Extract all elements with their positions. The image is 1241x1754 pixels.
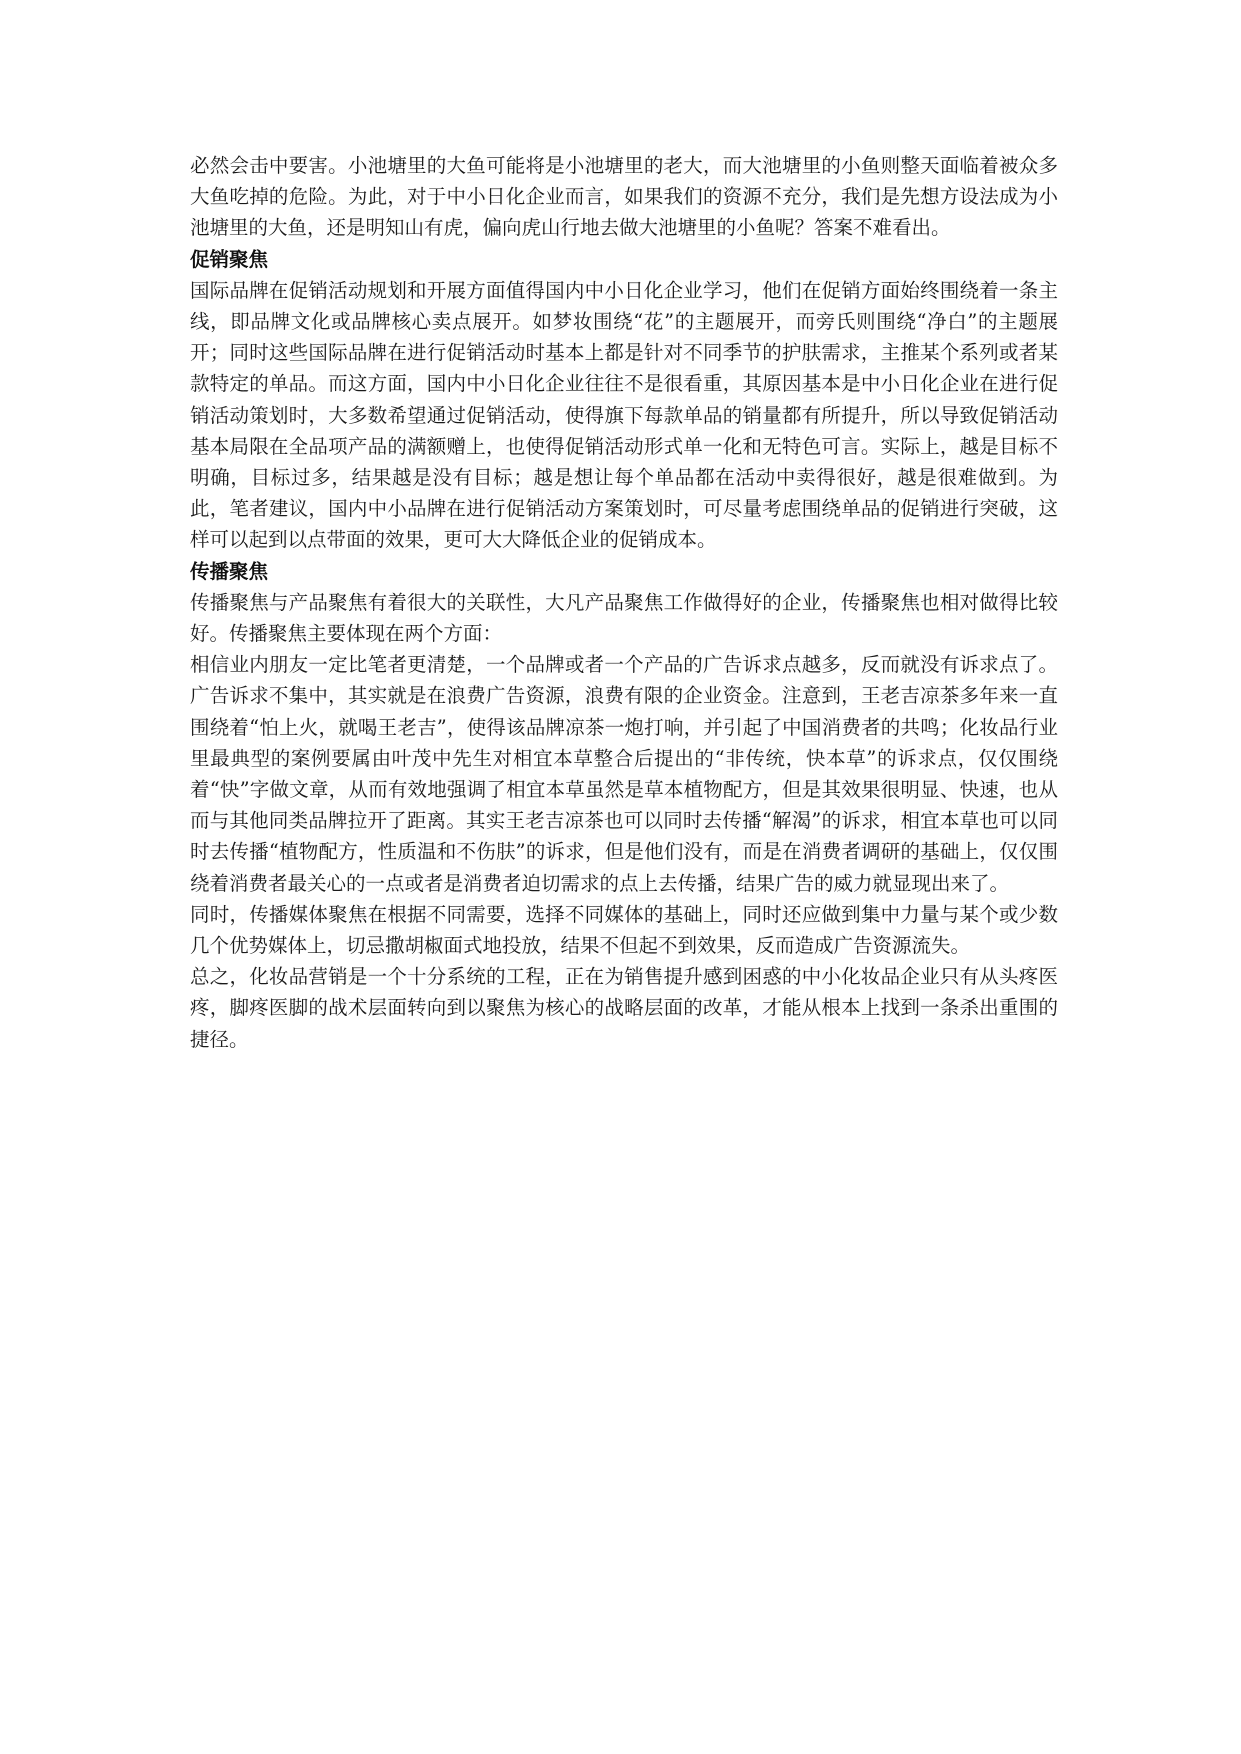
paragraph-conclusion: 总之，化妆品营销是一个十分系统的工程，正在为销售提升感到困惑的中小化妆品企业只有从头疼医疼，脚疼医脚的战术层面转向到以聚焦为核心的战略层面的改革，才能从根本上找到一条杀出重围的捷径。 bbox=[190, 965, 1058, 1051]
paragraph-promotion: 国际品牌在促销活动规划和开展方面值得国内中小日化企业学习，他们在促销方面始终围绕着一条主线，即品牌文化或品牌核心卖点展开。如梦妆围绕“花”的主题展开，而旁氏则围绕“净白”的主题展开；同时这些国际品牌在进行促销活动时基本上都是针对不同季节的护肤需求，主推某个系列或者某款特定的单品。而这方面，国内中小日化企业往往不是很看重，其原因基本是中小日化企业在进行促销活动策划时，大多数希望通过促销活动，使得旗下每款单品的销量都有所提升，所以导致促销活动基本局限在全品项产品的满额赠上，也使得促销活动形式单一化和无特色可言。实际上，越是目标不明确，目标过多，结果越是没有目标；越是想让每个单品都在活动中卖得很好，越是很难做到。为此，笔者建议，国内中小品牌在进行促销活动方案策划时，可尽量考虑围绕单品的促销进行突破，这样可以起到以点带面的效果，更可大大降低企业的促销成本。 bbox=[190, 278, 1058, 552]
document-page bbox=[190, 150, 1058, 1055]
paragraph-communication-3: 同时，传播媒体聚焦在根据不同需要，选择不同媒体的基础上，同时还应做到集中力量与某个或少数几个优势媒体上，切忌撒胡椒面式地投放，结果不但起不到效果，反而造成广告资源流失。 bbox=[190, 902, 1058, 958]
paragraph-communication-1: 传播聚焦与产品聚焦有着很大的关联性，大凡产品聚焦工作做得好的企业，传播聚焦也相对做得比较好。传播聚焦主要体现在两个方面： bbox=[190, 590, 1058, 646]
paragraph-communication-2: 相信业内朋友一定比笔者更清楚，一个品牌或者一个产品的广告诉求点越多，反而就没有诉求点了。广告诉求不集中，其实就是在浪费广告资源，浪费有限的企业资金。注意到，王老吉凉茶多年来一直围绕着“怕上火，就喝王老吉”，使得该品牌凉茶一炮打响，并引起了中国消费者的共鸣；化妆品行业里最典型的案例要属由叶茂中先生对相宜本草整合后提出的“非传统，快本草”的诉求点，仅仅围绕着“快”字做文章，从而有效地强调了相宜本草虽然是草本植物配方，但是其效果很明显、快速，也从而与其他同类品牌拉开了距离。其实王老吉凉茶也可以同时去传播“解渴”的诉求，相宜本草也可以同时去传播“植物配方，性质温和不伤肤”的诉求，但是他们没有，而是在消费者调研的基础上，仅仅围绕着消费者最关心的一点或者是消费者迫切需求的点上去传播，结果广告的威力就显现出来了。 bbox=[190, 653, 1058, 895]
paragraph-intro: 必然会击中要害。小池塘里的大鱼可能将是小池塘里的老大，而大池塘里的小鱼则整天面临着被众多大鱼吃掉的危险。为此，对于中小日化企业而言，如果我们的资源不充分，我们是先想方设法成为小池塘里的大鱼，还是明知山有虎，偏向虎山行地去做大池塘里的小鱼呢？答案不难看出。 bbox=[190, 154, 1058, 240]
heading-communication-focus: 传播聚焦 bbox=[190, 559, 269, 583]
heading-promotion-focus: 促销聚焦 bbox=[190, 247, 269, 271]
